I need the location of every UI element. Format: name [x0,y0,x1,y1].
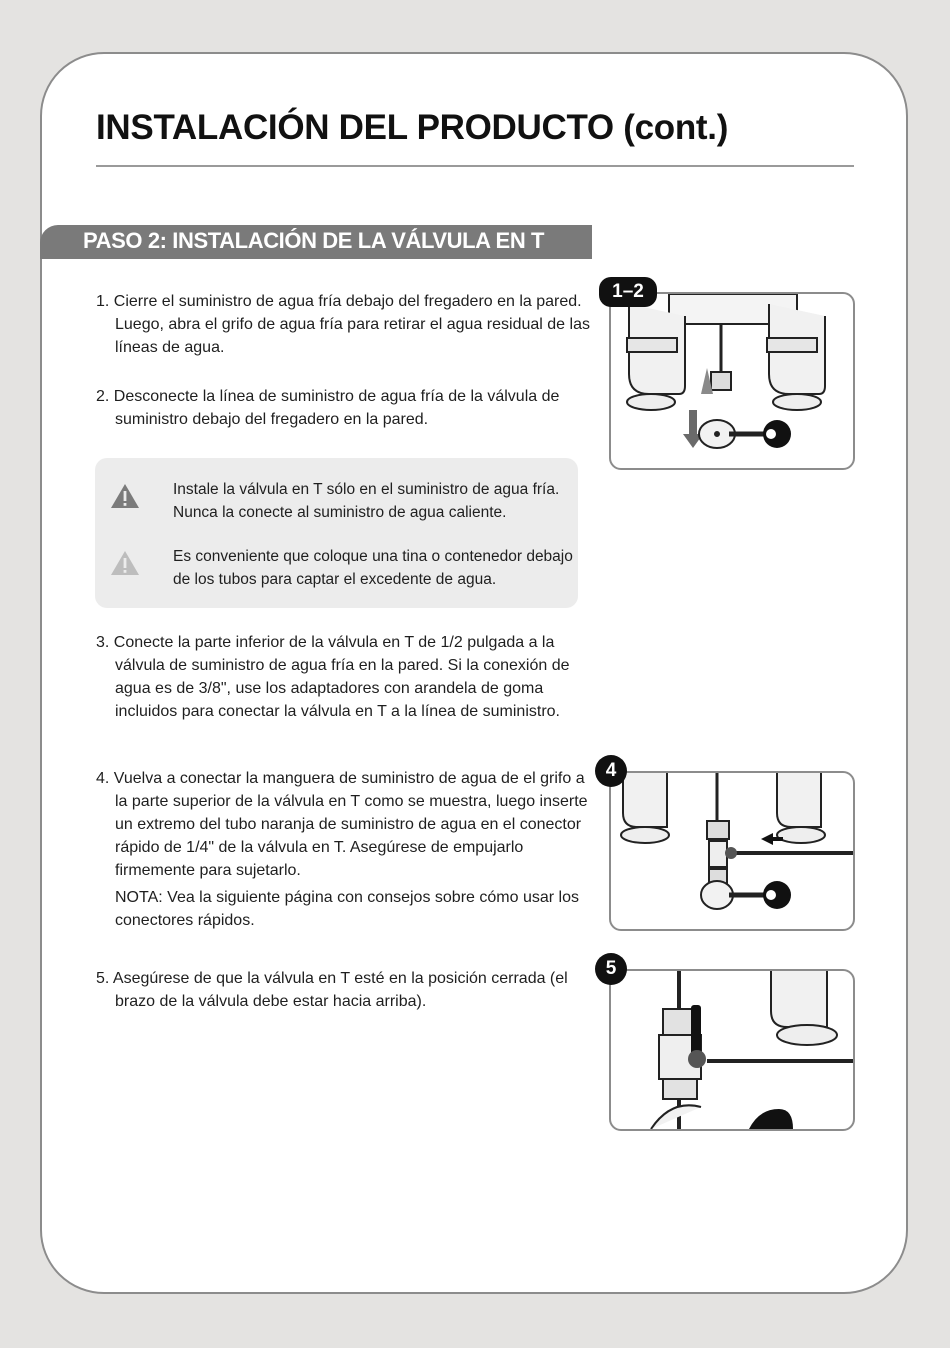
figure-badge-1-2: 1–2 [599,277,657,307]
warning-triangle-icon [109,482,141,510]
step-2: 2. Desconecte la línea de suministro de agua fría de la válvula de suministro debajo del fregadero en la pared. [96,388,560,428]
figure-step-4 [609,771,855,931]
tee-valve-closed-illustration [611,971,853,1129]
step-4-note: NOTA: Vea la siguiente página con consejos sobre cómo usar los conectores rápidos. [115,889,579,929]
step-5: 5. Asegúrese de que la válvula en T esté en la posición cerrada (el brazo de la válvula debe estar hacia arriba). [96,970,568,1010]
warning-triangle-icon [109,549,141,577]
figure-step-1-2 [609,292,855,470]
tee-valve-illustration [611,773,853,929]
warning-box [95,458,578,608]
section-header [40,225,592,259]
step-1: 1. Cierre el suministro de agua fría debajo del fregadero en la pared. Luego, abra el grifo de agua fría para retirar el agua residual de las líneas de agua. [96,293,590,356]
title-divider [96,165,854,167]
warning-text: Instale la válvula en T sólo en el suministro de agua fría. Nunca la conecte al suministro de agua caliente. [173,481,560,521]
step-4 [96,767,601,932]
section-title: PASO 2: INSTALACIÓN DE LA VÁLVULA EN T [83,228,545,253]
sink-pipes-illustration [611,294,853,468]
page-title: INSTALACIÓN DEL PRODUCTO (cont.) [96,108,729,147]
figure-badge-5: 5 [595,953,627,985]
step-3: 3. Conecte la parte inferior de la válvula en T de 1/2 pulgada a la válvula de suministro de agua fría en la pared. Si la conexión de agua es de 3/8", use los adaptadores con arandela de goma incluidos para conectar la válvula en T a la línea de suministro. [96,634,570,720]
figure-badge-4: 4 [595,755,627,787]
step-4-text: 4. Vuelva a conectar la manguera de suministro de agua de el grifo a la parte superior de la válvula en T como se muestra, luego inserte un extremo del tubo naranja de suministro de agua en el conector rápido de 1/4" de la válvula en T. Asegúrese de empujarlo firmemente para sujetarlo. [96,770,588,879]
warning-text: Es conveniente que coloque una tina o contenedor debajo de los tubos para captar el excedente de agua. [173,548,573,588]
figure-step-5 [609,969,855,1131]
